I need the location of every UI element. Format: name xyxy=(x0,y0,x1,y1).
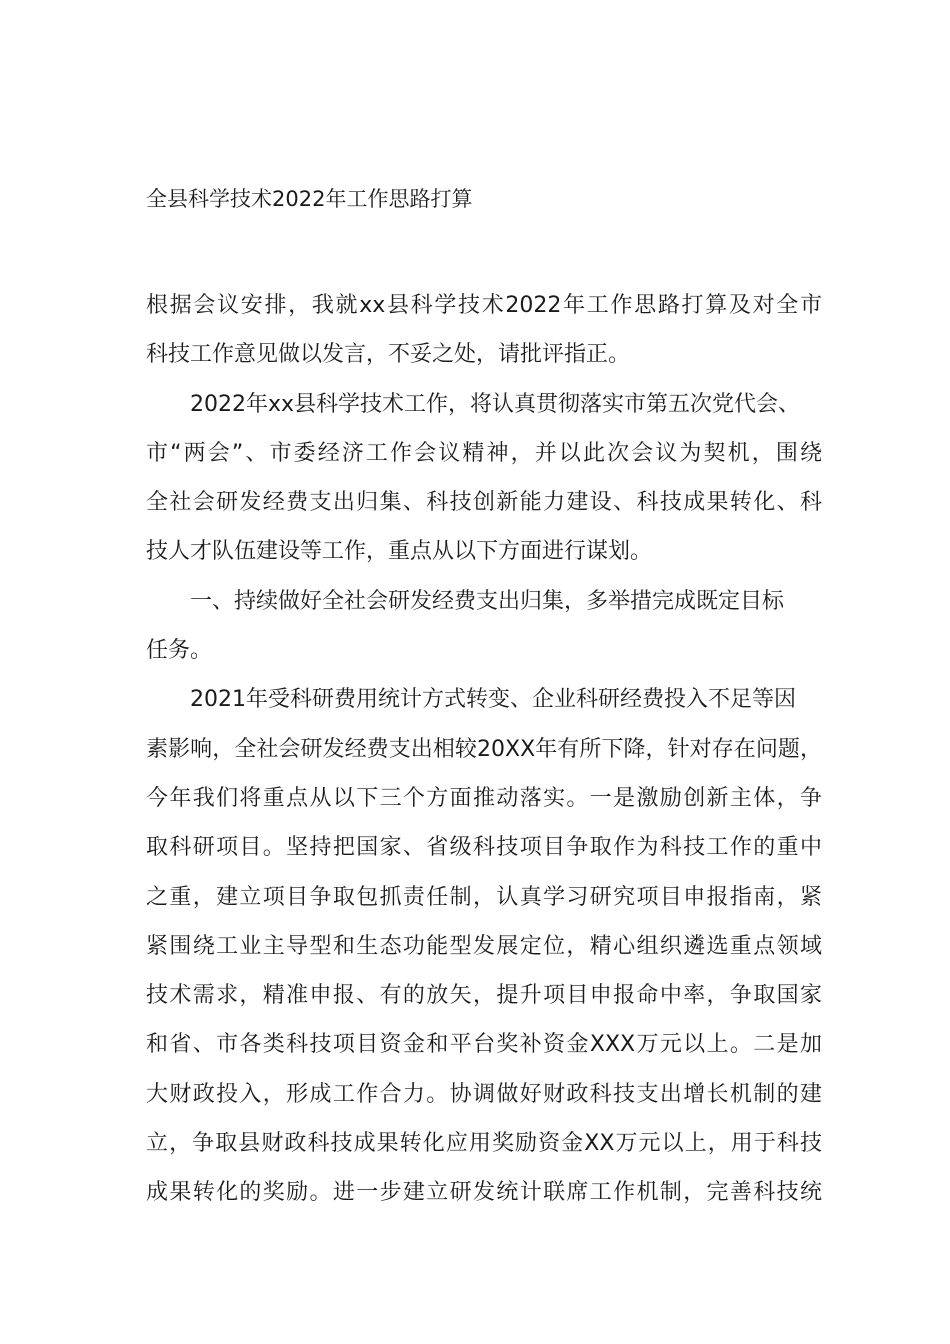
body-line: 市“两会”、市委经济工作会议精神，并以此次会议为契机，围绕 xyxy=(146,440,822,466)
body-line: 科技工作意见做以发言，不妥之处，请批评指正。 xyxy=(146,342,631,368)
body-line: 之重，建立项目争取包抓责任制，认真学习研究项目申报指南，紧 xyxy=(146,884,822,910)
body-line: 全社会研发经费支出归集、科技创新能力建设、科技成果转化、科 xyxy=(146,490,822,516)
body-line: 大财政投入，形成工作合力。协调做好财政科技支出增长机制的建 xyxy=(146,1081,822,1107)
body-line: 任务。 xyxy=(146,638,213,664)
body-line: 成果转化的奖励。进一步建立研发统计联席工作机制，完善科技统 xyxy=(146,1180,822,1206)
document-body xyxy=(146,281,822,1218)
body-line: 取科研项目。坚持把国家、省级科技项目争取作为科技工作的重中 xyxy=(146,835,822,861)
body-line: 紧围绕工业主导型和生态功能型发展定位，精心组织遴选重点领域 xyxy=(146,933,822,959)
body-line: 技人才队伍建设等工作，重点从以下方面进行谋划。 xyxy=(146,539,653,565)
document-title: 全县科学技术2022年工作思路打算 xyxy=(146,187,473,211)
body-line: 根据会议安排，我就xx县科学技术2022年工作思路打算及对全市 xyxy=(146,293,822,318)
body-line: 2022年xx县科学技术工作，将认真贯彻落实市第五次党代会、 xyxy=(190,391,801,417)
body-line: 素影响，全社会研发经费支出相较20XX年有所下降，针对存在问题， xyxy=(146,736,822,762)
body-line: 立，争取县财政科技成果转化应用奖励资金XX万元以上，用于科技 xyxy=(146,1131,822,1157)
body-line: 2021年受科研费用统计方式转变、企业科研经费投入不足等因 xyxy=(190,687,796,713)
body-line: 今年我们将重点从以下三个方面推动落实。一是激励创新主体，争 xyxy=(146,785,822,811)
body-line: 和省、市各类科技项目资金和平台奖补资金XXX万元以上。二是加 xyxy=(146,1032,822,1058)
body-line: 技术需求，精准申报、有的放矢，提升项目申报命中率，争取国家 xyxy=(146,983,822,1009)
body-line: 一、持续做好全社会研发经费支出归集，多举措完成既定目标 xyxy=(190,588,785,614)
